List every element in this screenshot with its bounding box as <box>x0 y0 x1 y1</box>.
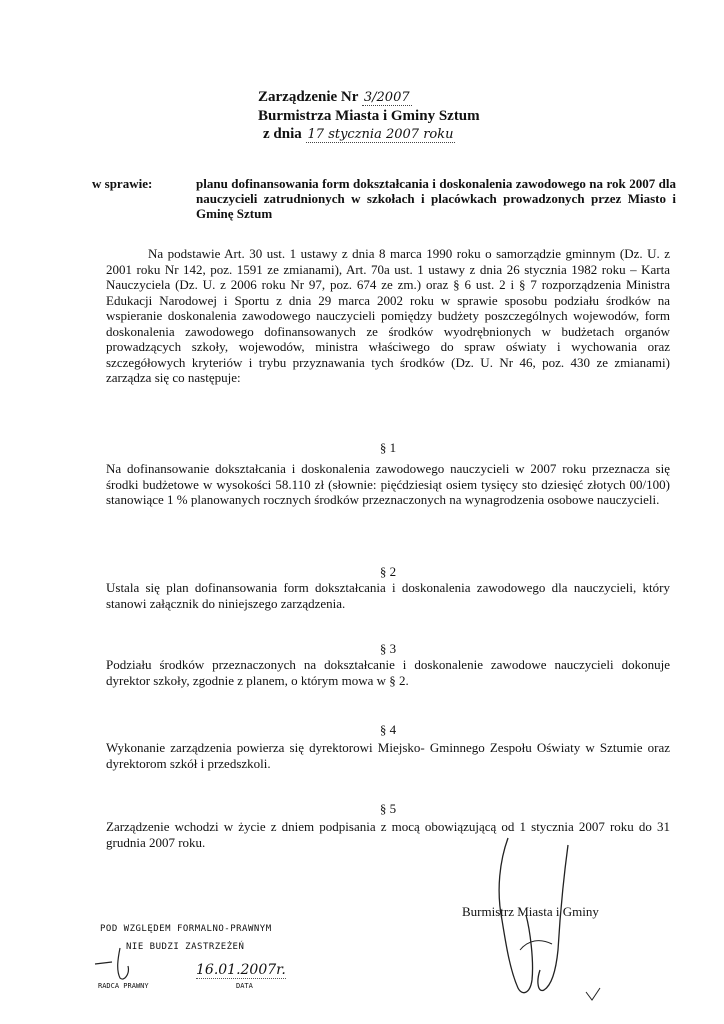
section-4-heading: § 4 <box>379 722 397 737</box>
stamp-signature <box>90 944 150 984</box>
date-prefix: z dnia <box>263 126 302 142</box>
section-1-text: Na dofinansowanie dokształcania i doskonalenia zawodowego nauczycieli w 2007 roku przeznacza się środki budżetowe w wysokości 58.110 zł (słownie: pięćdziesiąt osiem tysięcy sto dziesięć złotych 00/100) stanowiące 1 % planowanych rocznych środków przeznaczonych na wynagrodzenia osobowe nauczycieli. <box>106 461 670 507</box>
decree-number: 3/2007 <box>363 90 410 105</box>
stamp-line-2: NIE BUDZI ZASTRZEŻEŃ <box>126 942 245 952</box>
section-3-text: Podziału środków przeznaczonych na dokształcanie i doskonalenie zawodowe nauczycieli dokonuje dyrektor szkoły, zgodnie z planem, o którym mowa w § 2. <box>106 657 670 688</box>
date-line <box>258 125 538 144</box>
issuer-line: Burmistrza Miasta i Gminy Sztum <box>258 108 480 124</box>
section-5-heading: § 5 <box>379 801 397 816</box>
subject-label: w sprawie: <box>92 176 153 191</box>
stamp-label-date: DATA <box>236 982 253 990</box>
stamp-line-1: POD WZGLĘDEM FORMALNO-PRAWNYM <box>100 924 272 934</box>
legal-basis-paragraph: Na podstawie Art. 30 ust. 1 ustawy z dnia 8 marca 1990 roku o samorządzie gminnym (Dz. U. z 2001 roku Nr 142, poz. 1591 ze zmianami), Art. 70a ust. 1 ustawy z dnia 26 stycznia 1982 roku – Karta Nauczyciela (Dz. U. z 2006 roku Nr 97, poz. 674 ze zm.) oraz § 6 ust. 2 i § 7 rozporządzenia Ministra Edukacji Narodowej i Sportu z dnia 29 marca 2002 roku w sprawie sposobu podziału środków na wspieranie doskonalenia zawodowego nauczycieli pomiędzy budżety poszczególnych wojewodów, form doskonalenia zawodowego dofinansowanych ze środków wyodrębnionych w budżetach organów prowadzących szkoły, wojewodów, ministra właściwego do spraw oświaty i wychowania oraz szczegółowych kryteriów i trybu przyznawania tych środków (Dz. U. Nr 46, poz. 430 ze zmianami) zarządza się co następuje: <box>106 246 670 385</box>
signature-title: Burmistrz Miasta i Gminy <box>462 904 599 919</box>
decree-number-line <box>258 88 538 107</box>
handwritten-signature <box>460 820 630 1010</box>
section-3-heading: § 3 <box>379 641 397 656</box>
stamp-date: 16.01.2007r. <box>196 962 286 978</box>
legal-approval-stamp <box>86 918 316 998</box>
section-1-heading: § 1 <box>379 440 397 455</box>
document-header <box>258 88 538 144</box>
section-5-text: Zarządzenie wchodzi w życie z dniem podpisania z mocą obowiązującą od 1 stycznia 2007 roku do 31 grudnia 2007 roku. <box>106 819 670 850</box>
section-2-heading: § 2 <box>379 564 397 579</box>
stamp-label-legal-advisor: RADCA PRAWNY <box>98 982 149 990</box>
decree-title: Zarządzenie Nr <box>258 89 359 105</box>
section-2-text: Ustala się plan dofinansowania form dokształcania i doskonalenia zawodowego dla nauczycieli, który stanowi załącznik do niniejszego zarządzenia. <box>106 580 670 611</box>
subject-text: planu dofinansowania form dokształcania i doskonalenia zawodowego na rok 2007 dla nauczycieli zatrudnionych w szkołach i placówkach prowadzonych przez Miasto i Gminę Sztum <box>196 176 676 221</box>
section-4-text: Wykonanie zarządzenia powierza się dyrektorowi Miejsko- Gminnego Zespołu Oświaty w Sztumie oraz dyrektorom szkół i przedszkoli. <box>106 740 670 771</box>
decree-date: 17 stycznia 2007 roku <box>307 127 454 142</box>
